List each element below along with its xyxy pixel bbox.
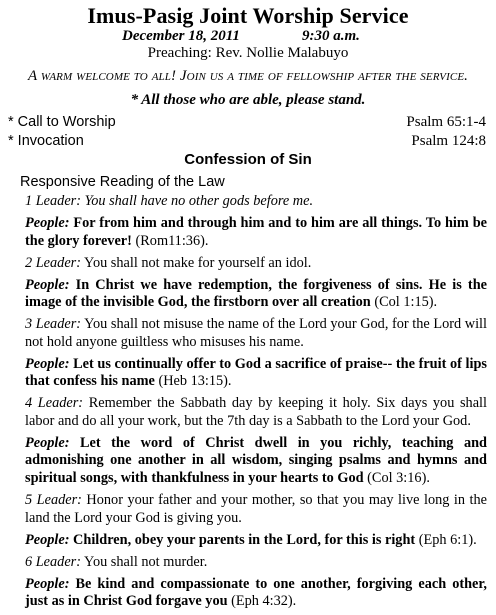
leader-line [25, 395, 487, 430]
scripture-reference: (Col 3:16). [367, 470, 430, 487]
leader-label: 2 Leader: [25, 254, 81, 271]
responsive-reading [25, 193, 487, 615]
leader-text: Honor your father and your mother, so that you may live long in the land the Lord your God is giving you. [25, 492, 487, 526]
service-time: 9:30 a.m. [302, 28, 360, 44]
leader-text: Remember the Sabbath day by keeping it holy. Six days you shall labor and do all your work, but the 7th day is a Sabbath to the Lord your God. [25, 395, 487, 429]
people-text: For from him and through him and to him are all things. To him be the glory forever! [25, 214, 487, 249]
people-text: Children, obey your parents in the Lord, for this is right [73, 531, 416, 548]
leader-line [25, 554, 487, 572]
leader-text: You shall not murder. [84, 553, 208, 570]
people-response [25, 215, 487, 250]
scripture-reference: (Col 1:15). [374, 294, 438, 311]
service-title: Imus-Pasig Joint Worship Service [87, 3, 409, 28]
order-item-name: * Invocation [8, 133, 84, 149]
people-response [25, 277, 487, 312]
people-text: Let the word of Christ dwell in you richly, teaching and admonishing one another in all wisdom, singing psalms and hymns and spiritual songs, with thankfulness in your hearts to God [25, 434, 487, 487]
people-response [25, 576, 487, 611]
people-text: Be kind and compassionate to one another, forgiving each other, just as in Christ God forgave you [25, 575, 488, 610]
order-item-invocation [8, 133, 486, 151]
section-title: Confession of Sin [184, 151, 312, 168]
section-subheading: Responsive Reading of the Law [20, 174, 225, 190]
leader-text: You shall not make for yourself an idol. [84, 254, 312, 271]
leader-label: 1 Leader: [25, 193, 81, 209]
people-label: People: [25, 214, 70, 231]
preacher-line: Preaching: Rev. Nollie Malabuyo [147, 45, 349, 61]
order-item-name: * Call to Worship [8, 114, 116, 130]
people-response [25, 435, 487, 488]
leader-label: 3 Leader: [25, 316, 82, 333]
leader-line [25, 316, 487, 351]
people-text: In Christ we have redemption, the forgiveness of sins. He is the image of the invisible God, the firstborn over all creation [25, 276, 487, 311]
leader-label: 4 Leader: [25, 395, 84, 412]
leader-line [25, 255, 487, 273]
order-item-reference: Psalm 124:8 [411, 133, 486, 149]
leader-label: 6 Leader: [25, 553, 81, 570]
leader-line [25, 193, 487, 211]
people-label: People: [25, 531, 70, 548]
scripture-reference: (Heb 13:15). [158, 373, 232, 390]
people-label: People: [25, 434, 70, 451]
leader-label: 5 Leader: [25, 492, 82, 509]
scripture-reference: (Eph 4:32). [231, 593, 297, 610]
leader-text: You shall not misuse the name of the Lord your God, for the Lord will not hold anyone guiltless who misuses his name. [25, 316, 487, 350]
welcome-message: A warm welcome to all! Join us a time of fellowship after the service. [27, 68, 468, 84]
people-label: People: [25, 355, 70, 372]
leader-line [25, 492, 487, 527]
order-item-call-to-worship [8, 114, 486, 132]
order-item-reference: Psalm 65:1-4 [406, 114, 486, 130]
scripture-reference: (Eph 6:1). [418, 531, 477, 548]
people-label: People: [25, 575, 70, 592]
scripture-reference: (Rom11:36). [135, 232, 209, 249]
people-response [25, 356, 487, 391]
stand-instruction: * All those who are able, please stand. [130, 92, 366, 108]
leader-text: You shall have no other gods before me. [84, 193, 314, 209]
people-label: People: [25, 276, 70, 293]
service-date: December 18, 2011 [122, 28, 240, 44]
people-text: Let us continually offer to God a sacrifice of praise-- the fruit of lips that confess his name [25, 355, 487, 390]
people-response [25, 532, 487, 550]
